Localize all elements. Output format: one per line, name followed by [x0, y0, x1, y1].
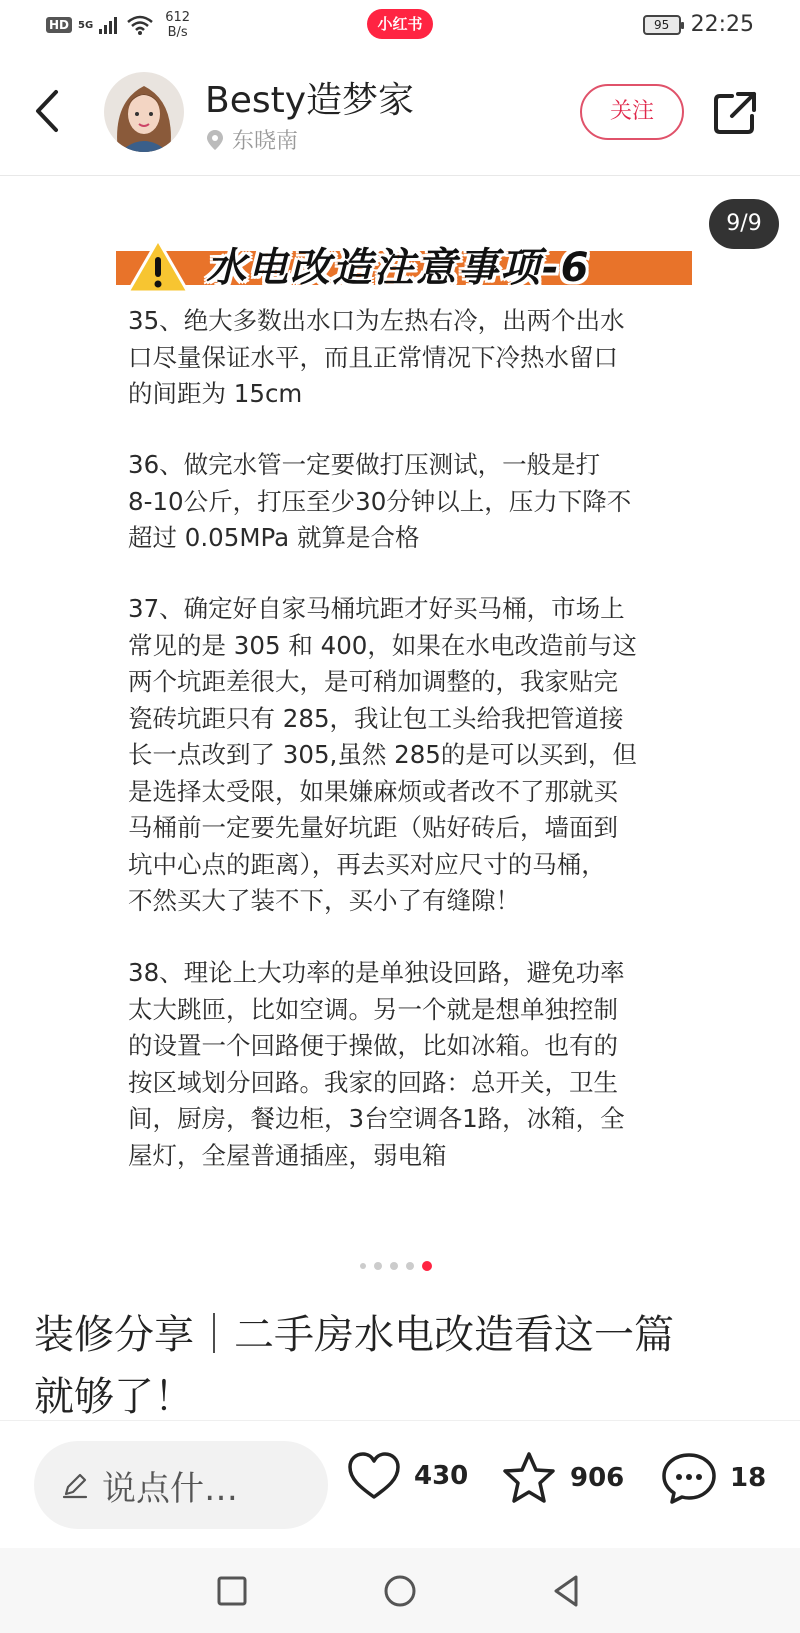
post-title: [34, 1304, 774, 1428]
text-line: 长一点改到了 305,虽然 285的是可以买到，但: [128, 740, 637, 769]
post-image[interactable]: [0, 177, 800, 1257]
title-line: 就够了！: [34, 1374, 194, 1420]
text-line: 的间距为 15cm: [128, 379, 303, 408]
system-nav-bar: [0, 1548, 800, 1633]
status-bar: [0, 0, 800, 52]
square-icon: [213, 1572, 251, 1610]
comment-placeholder: 说点什…: [102, 1468, 238, 1509]
text-line: 36、做完水管一定要做打压测试，一般是打: [128, 450, 601, 479]
recents-button[interactable]: [213, 1572, 251, 1610]
nav-back-button[interactable]: [548, 1572, 586, 1610]
text-line: 按区域划分回路。我家的回路：总开关，卫生: [128, 1067, 618, 1097]
avatar-image: [104, 72, 184, 152]
text-line: 超过 0.05MPa 就算是合格: [128, 523, 420, 552]
back-button[interactable]: [28, 86, 68, 136]
speed-value: 612: [165, 10, 191, 25]
title-line: 装修分享｜二手房水电改造看这一篇: [34, 1312, 674, 1358]
carousel-dot: [390, 1262, 398, 1270]
signal-icon: [99, 16, 121, 34]
action-bar: [0, 1420, 800, 1548]
like-button[interactable]: [346, 1451, 468, 1501]
follow-button[interactable]: 关注: [580, 84, 684, 140]
hd-badge: HD: [46, 17, 72, 33]
author-name[interactable]: Besty造梦家: [205, 80, 415, 121]
favorite-count: 906: [570, 1463, 625, 1493]
share-external-icon: [712, 90, 758, 136]
like-count: 430: [414, 1461, 469, 1491]
paragraph-36: [128, 447, 688, 557]
text-line: 不然买大了装不下，买小了有缝隙！: [128, 886, 520, 915]
carousel-dot: [374, 1262, 382, 1270]
text-line: 37、确定好自家马桶坑距才好买马桶，市场上: [128, 594, 625, 623]
page-counter: 9/9: [709, 199, 779, 249]
banner-title: 水电改造注意事项-6: [206, 245, 591, 291]
carousel-indicator: [360, 1261, 432, 1271]
network-speed: [165, 10, 190, 40]
location: [206, 124, 298, 155]
post-header: [0, 52, 800, 176]
clock: 22:25: [690, 12, 754, 37]
location-pin-icon: [206, 129, 224, 151]
text-line: 的设置一个回路便于操做，比如冰箱。也有的: [128, 1031, 618, 1060]
location-label: 东晓南: [232, 129, 299, 154]
carousel-dot: [360, 1263, 366, 1269]
text-line: 瓷砖坑距只有 285，我让包工头给我把管道接: [128, 703, 624, 733]
text-line: 两个坑距差很大，是可稍加调整的，我家贴完: [128, 667, 618, 696]
status-left: [46, 10, 190, 40]
battery-icon: 95: [643, 15, 681, 35]
paragraph-35: [128, 303, 688, 413]
carousel-dot-active: [422, 1261, 432, 1271]
star-icon: [500, 1451, 558, 1505]
text-line: 屋灯，全屋普通插座，弱电箱: [128, 1140, 447, 1170]
text-line: 是选择太受限，如果嫌麻烦或者改不了那就买: [128, 776, 618, 806]
app-badge: 小红书: [367, 9, 433, 39]
text-line: 间，厨房，餐边柜，3台空调各1路，冰箱，全: [128, 1104, 625, 1133]
chat-bubble-icon: [660, 1451, 718, 1505]
title-banner: [116, 237, 692, 299]
comment-button[interactable]: [660, 1451, 766, 1505]
favorite-button[interactable]: [500, 1451, 624, 1505]
text-line: 38、理论上大功率的是单独设回路，避免功率: [128, 958, 625, 987]
paragraph-37: [128, 591, 688, 920]
avatar[interactable]: [104, 72, 184, 152]
text-line: 马桶前一定要先量好坑距（贴好砖后，墙面到: [128, 813, 618, 842]
home-button[interactable]: [381, 1572, 419, 1610]
pencil-icon: [60, 1470, 90, 1500]
triangle-back-icon: [548, 1572, 586, 1610]
text-line: 常见的是 305 和 400，如果在水电改造前与这: [128, 630, 637, 660]
carousel-dot: [406, 1262, 414, 1270]
paragraph-38: [128, 955, 688, 1174]
text-line: 太大跳匝，比如空调。另一个就是想单独控制: [128, 994, 618, 1024]
network-type: 5G: [78, 19, 94, 31]
wifi-icon: [127, 15, 153, 35]
status-right: [643, 12, 754, 37]
comment-input[interactable]: [34, 1441, 328, 1529]
circle-icon: [381, 1572, 419, 1610]
chevron-left-icon: [28, 86, 68, 136]
speed-unit: B/s: [167, 25, 188, 40]
text-line: 8-10公斤，打压至少30分钟以上，压力下降不: [128, 486, 632, 516]
text-line: 坑中心点的距离），再去买对应尺寸的马桶，: [128, 849, 606, 879]
text-line: 35、绝大多数出水口为左热右冷，出两个出水: [128, 306, 625, 335]
heart-icon: [346, 1451, 402, 1501]
share-button[interactable]: [712, 90, 758, 136]
warning-icon: [126, 237, 190, 295]
comment-count: 18: [730, 1463, 767, 1493]
text-line: 口尽量保证水平，而且正常情况下冷热水留口: [128, 342, 618, 372]
